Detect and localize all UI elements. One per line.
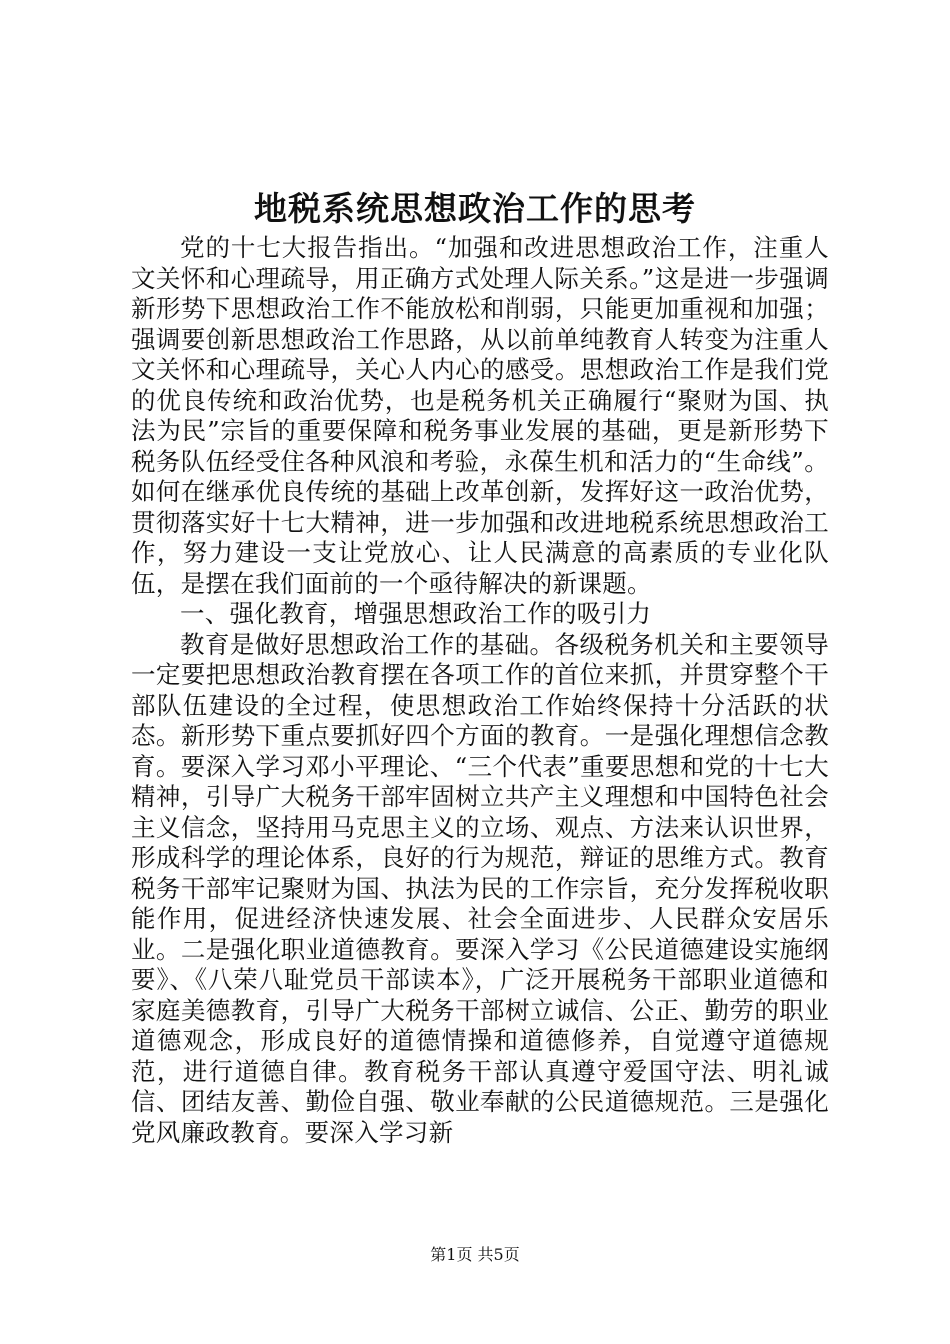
document-body (131, 233, 829, 1148)
document-title: 地税系统思想政治工作的思考 (254, 189, 696, 228)
section-heading-1: 一、强化教育，增强思想政治工作的吸引力 (180, 599, 652, 628)
page-footer: 第1页 共5页 (430, 1245, 520, 1264)
education-paragraph: 教育是做好思想政治工作的基础。各级税务机关和主要领导一定要把思想政治教育摆在各项工作的首位来抓，并贯穿整个干部队伍建设的全过程，使思想政治工作始终保持十分活跃的状态。新形势下重点要抓好四个方面的教育。一是强化理想信念教育。要深入学习邓小平理论、“三个代表”重要思想和党的十七大精神，引导广大税务干部牢固树立共产主义理想和中国特色社会主义信念，坚持用马克思主义的立场、观点、方法来认识世界，形成科学的理论体系，良好的行为规范，辩证的思维方式。教育税务干部牢记聚财为国、执法为民的工作宗旨，充分发挥税收职能作用，促进经济快速发展、社会全面进步、人民群众安居乐业。二是强化职业道德教育。要深入学习《公民道德建设实施纲要》、《八荣八耻党员干部读本》，广泛开展税务干部职业道德和家庭美德教育，引导广大税务干部树立诚信、公正、勤劳的职业道德观念，形成良好的道德情操和道德修养，自觉遵守道德规范，进行道德自律。教育税务干部认真遵守爱国守法、明礼诚信、团结友善、勤俭自强、敬业奉献的公民道德规范。三是强化党风廉政教育。要深入学习新 (131, 629, 829, 1147)
intro-paragraph: 党的十七大报告指出。“加强和改进思想政治工作，注重人文关怀和心理疏导，用正确方式处理人际关系。”这是进一步强调新形势下思想政治工作不能放松和削弱，只能更加重视和加强；强调要创新思想政治工作思路，从以前单纯教育人转变为注重人文关怀和心理疏导，关心人内心的感受。思想政治工作是我们党的优良传统和政治优势，也是税务机关正确履行“聚财为国、执法为民”宗旨的重要保障和税务事业发展的基础，更是新形势下税务队伍经受住各种风浪和考验，永葆生机和活力的“生命线”。如何在继承优良传统的基础上改革创新，发挥好这一政治优势，贯彻落实好十七大精神，进一步加强和改进地税系统思想政治工作，努力建设一支让党放心、让人民满意的高素质的专业化队伍，是摆在我们面前的一个亟待解决的新课题。 (131, 233, 829, 598)
